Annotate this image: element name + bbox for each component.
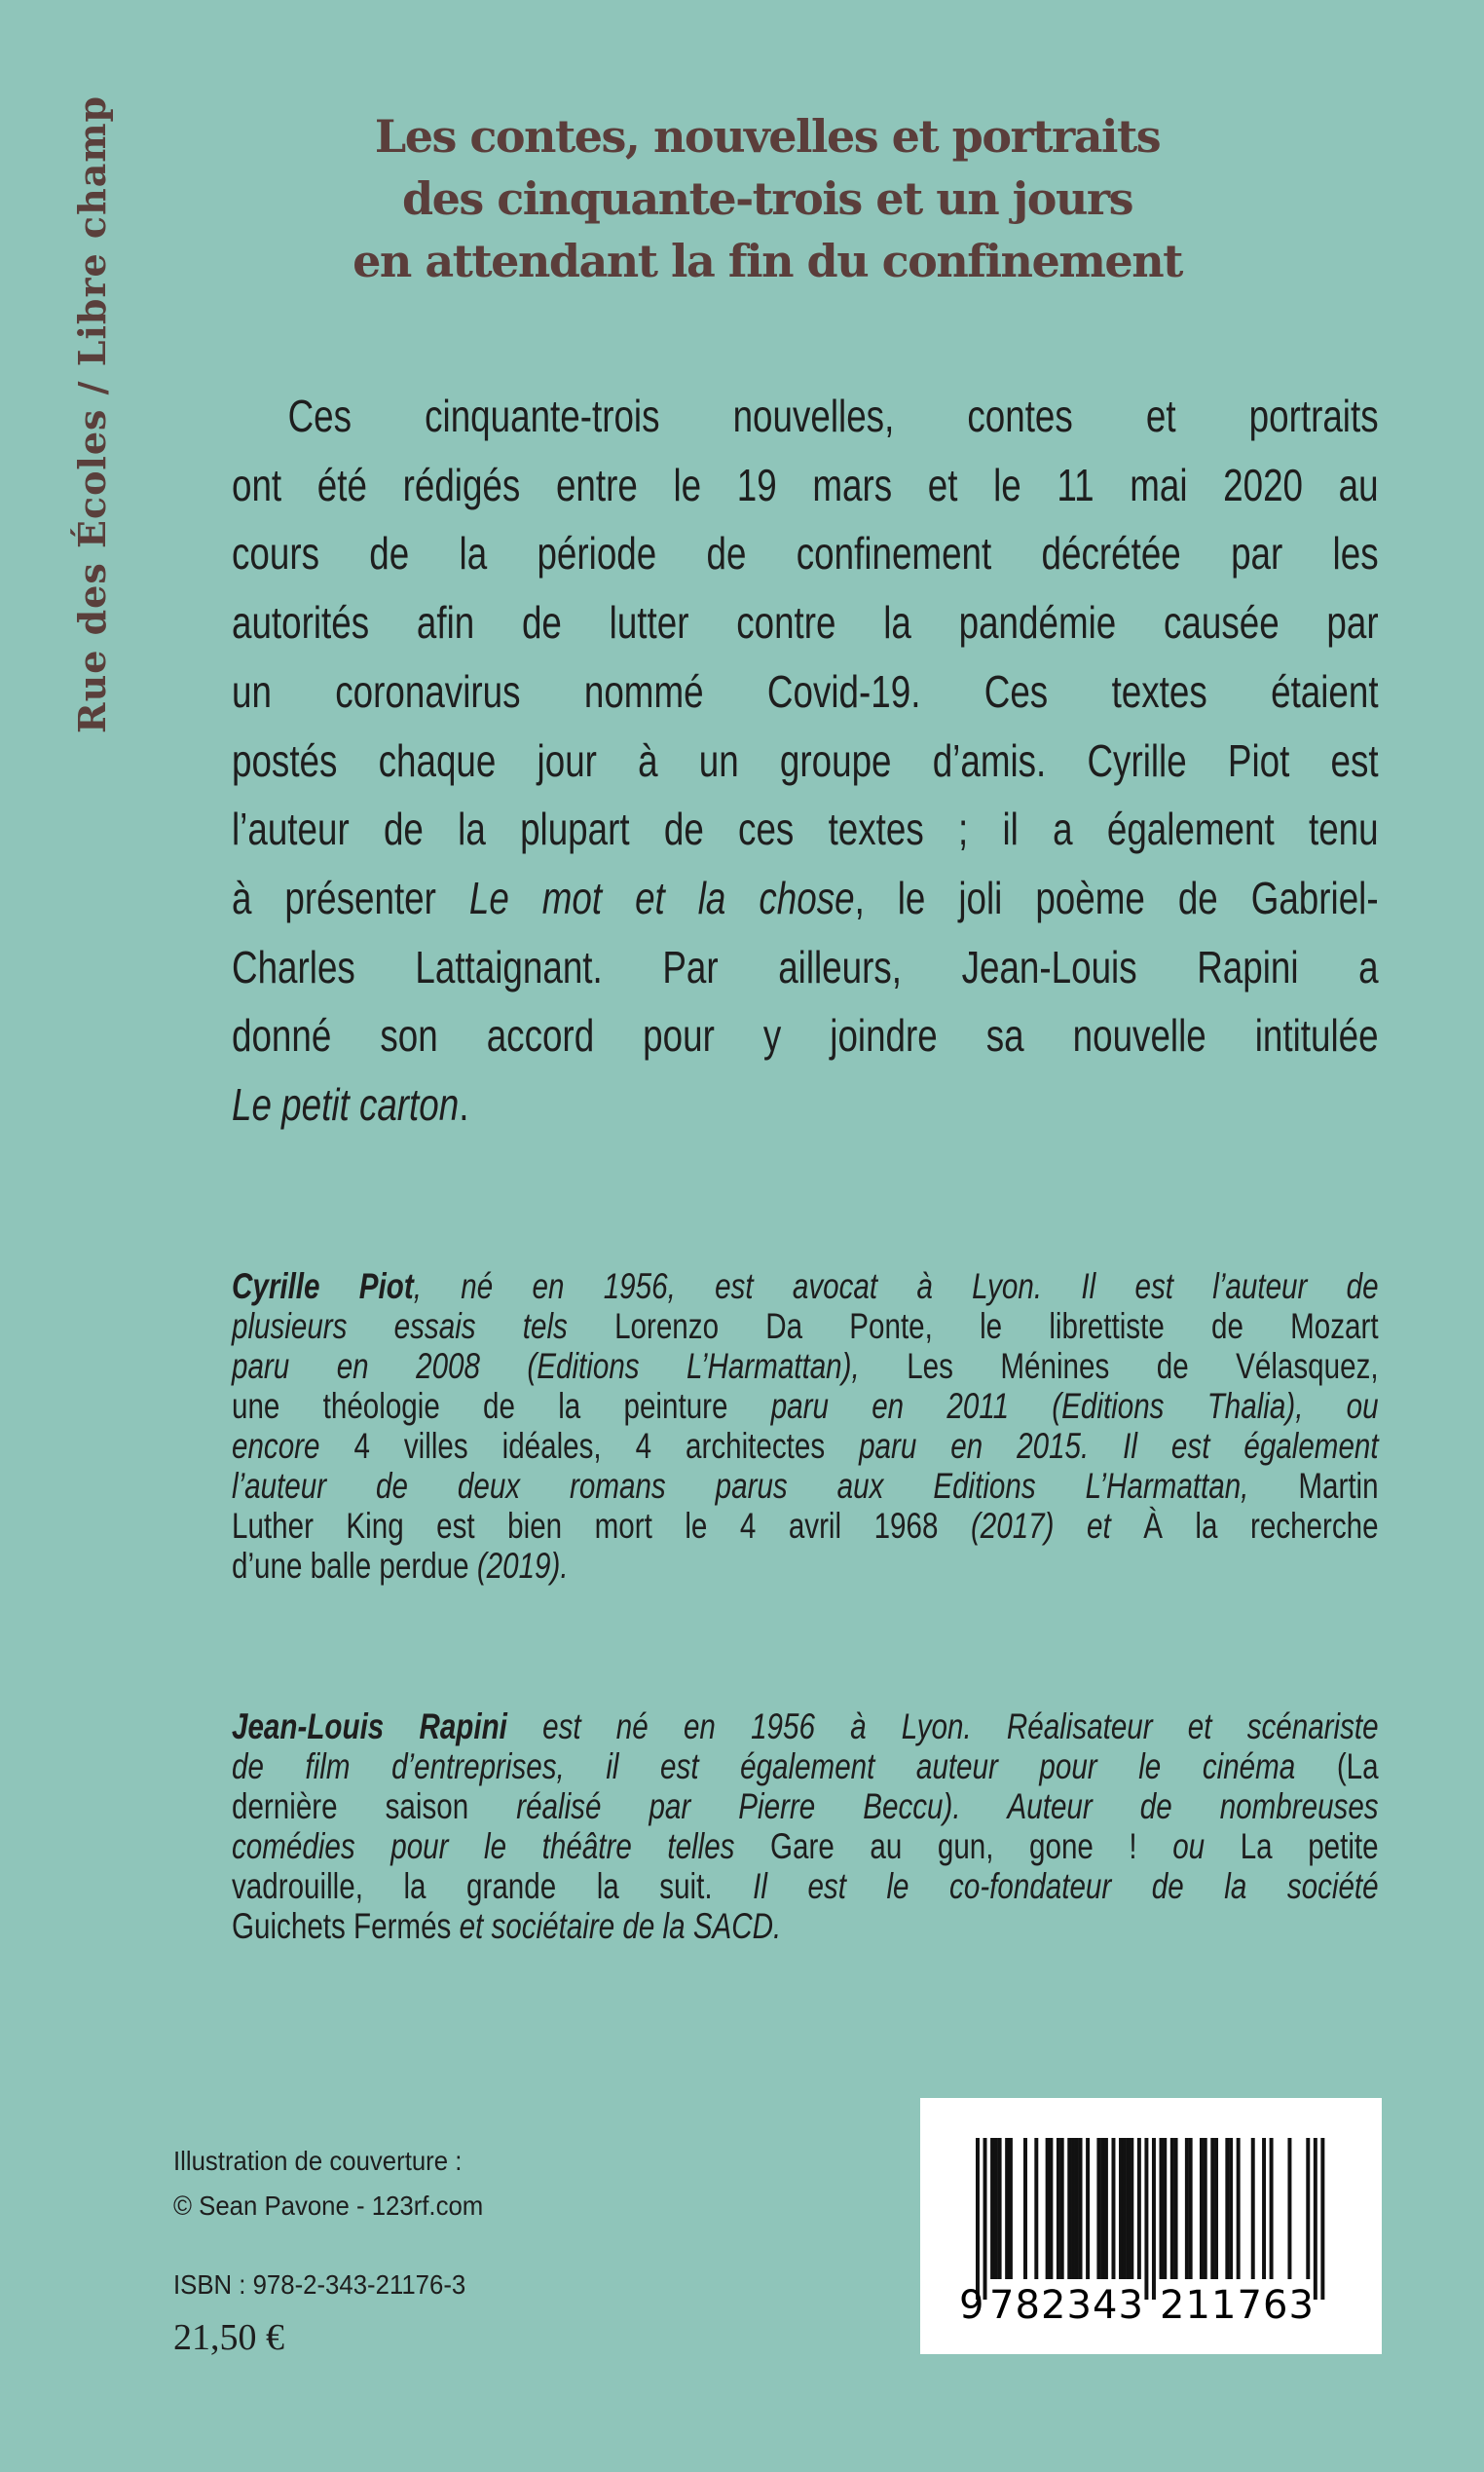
text-line — [232, 1266, 1379, 1306]
barcode-bar — [1262, 2138, 1266, 2279]
text-segment: À la recherche — [1143, 1506, 1379, 1546]
author-bio-cyrille-piot — [232, 1266, 1379, 1586]
text-line — [232, 1866, 1379, 1906]
text-segment: dernière saison — [232, 1786, 517, 1826]
text-segment: Martin — [1298, 1466, 1379, 1506]
credits-label: Illustration de couverture : — [173, 2146, 463, 2176]
title-line: Les contes, nouvelles et portraits — [374, 110, 1161, 163]
text-line — [232, 1506, 1379, 1546]
text-line — [232, 382, 1379, 451]
text-line — [232, 451, 1379, 520]
title-line: en attendant la fin du confinement — [352, 235, 1182, 287]
barcode-bar — [1104, 2138, 1108, 2279]
text-segment: paru en 2015. Il est également — [859, 1426, 1379, 1466]
barcode-bar — [1229, 2138, 1233, 2279]
text-segment: vadrouille, la grande la suit. — [232, 1866, 754, 1906]
text-segment: l’auteur de deux romans parus aux Editions L’Harmattan, — [232, 1466, 1299, 1506]
barcode — [920, 2098, 1382, 2354]
text-segment: encore — [232, 1426, 354, 1466]
text-line — [232, 1746, 1379, 1786]
summary-paragraph — [232, 382, 1379, 1140]
text-segment: de film d’entreprises, il est également auteur pour le cinéma — [232, 1746, 1337, 1786]
text-line — [232, 1001, 1379, 1070]
barcode-bar — [1306, 2138, 1310, 2279]
book-title — [232, 105, 1303, 292]
barcode-bar — [976, 2138, 980, 2300]
text-line — [232, 588, 1379, 657]
text-line — [232, 1386, 1379, 1426]
text-line — [232, 933, 1379, 1002]
text-segment: (La — [1336, 1746, 1379, 1786]
barcode-bar — [1005, 2138, 1009, 2279]
price: 21,50 € — [173, 2317, 284, 2358]
barcode-bar — [1185, 2138, 1189, 2279]
text-segment: Ces cinquante-trois nouvelles, contes et portraits — [287, 391, 1379, 441]
barcode-bar — [1057, 2138, 1060, 2279]
text-segment: Luther King est bien mort le 4 avril 1968 — [232, 1506, 971, 1546]
text-segment: Le petit carton — [232, 1079, 460, 1131]
barcode-bar — [1096, 2138, 1100, 2279]
text-segment: ou — [1172, 1826, 1241, 1866]
text-segment: d’une balle perdue — [232, 1546, 477, 1586]
barcode-bar — [1170, 2138, 1174, 2279]
barcode-bar — [1079, 2138, 1083, 2279]
barcode-bar — [1119, 2138, 1123, 2279]
text-segment: autorités afin de lutter contre la pandémie causée par — [232, 597, 1379, 649]
barcode-digits-right: 211763 — [1160, 2283, 1314, 2328]
text-segment: à présenter — [232, 872, 469, 923]
text-segment: postés chaque jour à un groupe d’amis. Cyrille Piot est — [232, 734, 1379, 786]
barcode-bar — [1060, 2138, 1064, 2279]
text-segment: (2017) et — [970, 1506, 1144, 1546]
barcode-bar — [1071, 2138, 1075, 2279]
barcode-bar — [1214, 2138, 1218, 2279]
barcode-bar — [1237, 2138, 1241, 2279]
barcode-bar — [1111, 2138, 1115, 2279]
barcode-bar — [1123, 2138, 1127, 2279]
text-line — [232, 657, 1379, 727]
barcode-bar — [1251, 2138, 1255, 2279]
text-line — [232, 519, 1379, 588]
barcode-bar — [1086, 2138, 1090, 2279]
text-segment: comédies pour le théâtre telles — [232, 1826, 771, 1866]
text-line — [232, 1906, 1379, 1946]
barcode-bar — [1137, 2138, 1141, 2279]
credits-source: © Sean Pavone - 123rf.com — [173, 2191, 484, 2221]
barcode-bar — [1160, 2138, 1164, 2279]
text-segment: La petite — [1240, 1826, 1379, 1866]
text-segment: donné son accord pour y joindre sa nouvelle intitulée — [232, 1010, 1379, 1062]
barcode-bar — [1152, 2138, 1156, 2300]
barcode-bar — [994, 2138, 998, 2279]
barcode-bar — [1200, 2138, 1204, 2279]
text-line — [232, 727, 1379, 796]
text-line — [232, 1466, 1379, 1506]
text-segment: Cyrille Piot — [232, 1266, 414, 1306]
barcode-bar — [1127, 2138, 1131, 2279]
text-segment: ont été rédigés entre le 19 mars et le 11 mai 2020 au — [232, 459, 1379, 510]
barcode-bar — [1067, 2138, 1071, 2279]
text-line — [232, 1826, 1379, 1866]
barcode-bar — [1130, 2138, 1133, 2279]
text-segment: cours de la période de confinement décrétée par les — [232, 528, 1379, 580]
barcode-graphic — [920, 2098, 1382, 2354]
text-segment: , le joli poème de Gabriel- — [854, 872, 1379, 923]
isbn-number: ISBN : 978-2-343-21176-3 — [173, 2269, 466, 2300]
text-segment: paru en 2008 (Editions L’Harmattan), — [232, 1346, 908, 1386]
text-line — [232, 864, 1379, 933]
text-line — [232, 1786, 1379, 1826]
text-segment: Gare au gun, gone ! — [770, 1826, 1173, 1866]
barcode-bar — [1204, 2138, 1207, 2279]
barcode-bar — [1144, 2138, 1148, 2300]
barcode-bar — [1287, 2138, 1291, 2279]
text-line — [232, 1306, 1379, 1346]
text-segment: est né en 1956 à Lyon. Réalisateur et scénariste — [506, 1706, 1379, 1746]
title-line: des cinquante-trois et un jours — [401, 172, 1133, 225]
text-segment: , né en 1956, est avocat à Lyon. Il est l’auteur de — [413, 1266, 1379, 1306]
text-line — [232, 1346, 1379, 1386]
text-line — [232, 1070, 1379, 1140]
text-segment: réalisé par Pierre Beccu). Auteur de nombreuses — [516, 1786, 1379, 1826]
barcode-bar — [1189, 2138, 1193, 2279]
barcode-bar — [1314, 2138, 1317, 2300]
text-segment: Il est le co-fondateur de la société — [753, 1866, 1379, 1906]
barcode-bar — [1320, 2138, 1324, 2300]
spine-collection-label: Rue des Écoles / Libre champ — [70, 94, 114, 733]
barcode-bar — [1046, 2138, 1050, 2279]
barcode-bar — [998, 2138, 1002, 2279]
barcode-bar — [1174, 2138, 1178, 2279]
illustration-credits — [173, 2139, 483, 2229]
author-bio-jean-louis-rapini — [232, 1706, 1379, 1946]
text-segment: . — [459, 1079, 469, 1131]
text-line — [232, 1426, 1379, 1466]
barcode-bar — [1210, 2138, 1214, 2279]
text-line — [232, 795, 1379, 864]
text-segment: (2019). — [476, 1546, 569, 1586]
barcode-digits-left: 782343 — [989, 2283, 1143, 2328]
text-line — [232, 1706, 1379, 1746]
text-segment: Le mot et la chose — [468, 872, 855, 923]
barcode-bar — [1034, 2138, 1038, 2279]
barcode-digit-first: 9 — [959, 2283, 984, 2328]
barcode-bar — [1075, 2138, 1079, 2279]
text-segment: et sociétaire de la SACD. — [459, 1906, 782, 1946]
barcode-bar — [1100, 2138, 1104, 2279]
text-segment: Jean-Louis Rapini — [232, 1706, 507, 1746]
barcode-bar — [1009, 2138, 1013, 2279]
text-segment: Les Ménines de Vélasquez, — [907, 1346, 1379, 1386]
text-segment: Charles Lattaignant. Par ailleurs, Jean-Louis Rapini a — [232, 941, 1379, 993]
text-segment: l’auteur de la plupart de ces textes ; il a également tenu — [232, 804, 1379, 855]
text-segment: plusieurs essais tels — [232, 1306, 615, 1346]
barcode-bar — [983, 2138, 987, 2300]
text-segment: une théologie de la peinture — [232, 1386, 771, 1426]
barcode-bar — [1023, 2138, 1027, 2279]
barcode-bar — [1225, 2138, 1229, 2279]
barcode-bar — [990, 2138, 994, 2279]
barcode-bar — [1049, 2138, 1053, 2279]
barcode-bar — [1163, 2138, 1167, 2279]
text-segment: 4 villes idéales, 4 architectes — [353, 1426, 860, 1466]
text-segment: paru en 2011 (Editions Thalia), ou — [770, 1386, 1379, 1426]
text-line — [232, 1546, 1379, 1586]
text-segment: un coronavirus nommé Covid-19. Ces textes étaient — [232, 665, 1379, 717]
text-segment: Guichets Fermés — [232, 1906, 460, 1946]
text-segment: Lorenzo Da Ponte, le librettiste de Mozart — [614, 1306, 1379, 1346]
barcode-bar — [1270, 2138, 1274, 2279]
